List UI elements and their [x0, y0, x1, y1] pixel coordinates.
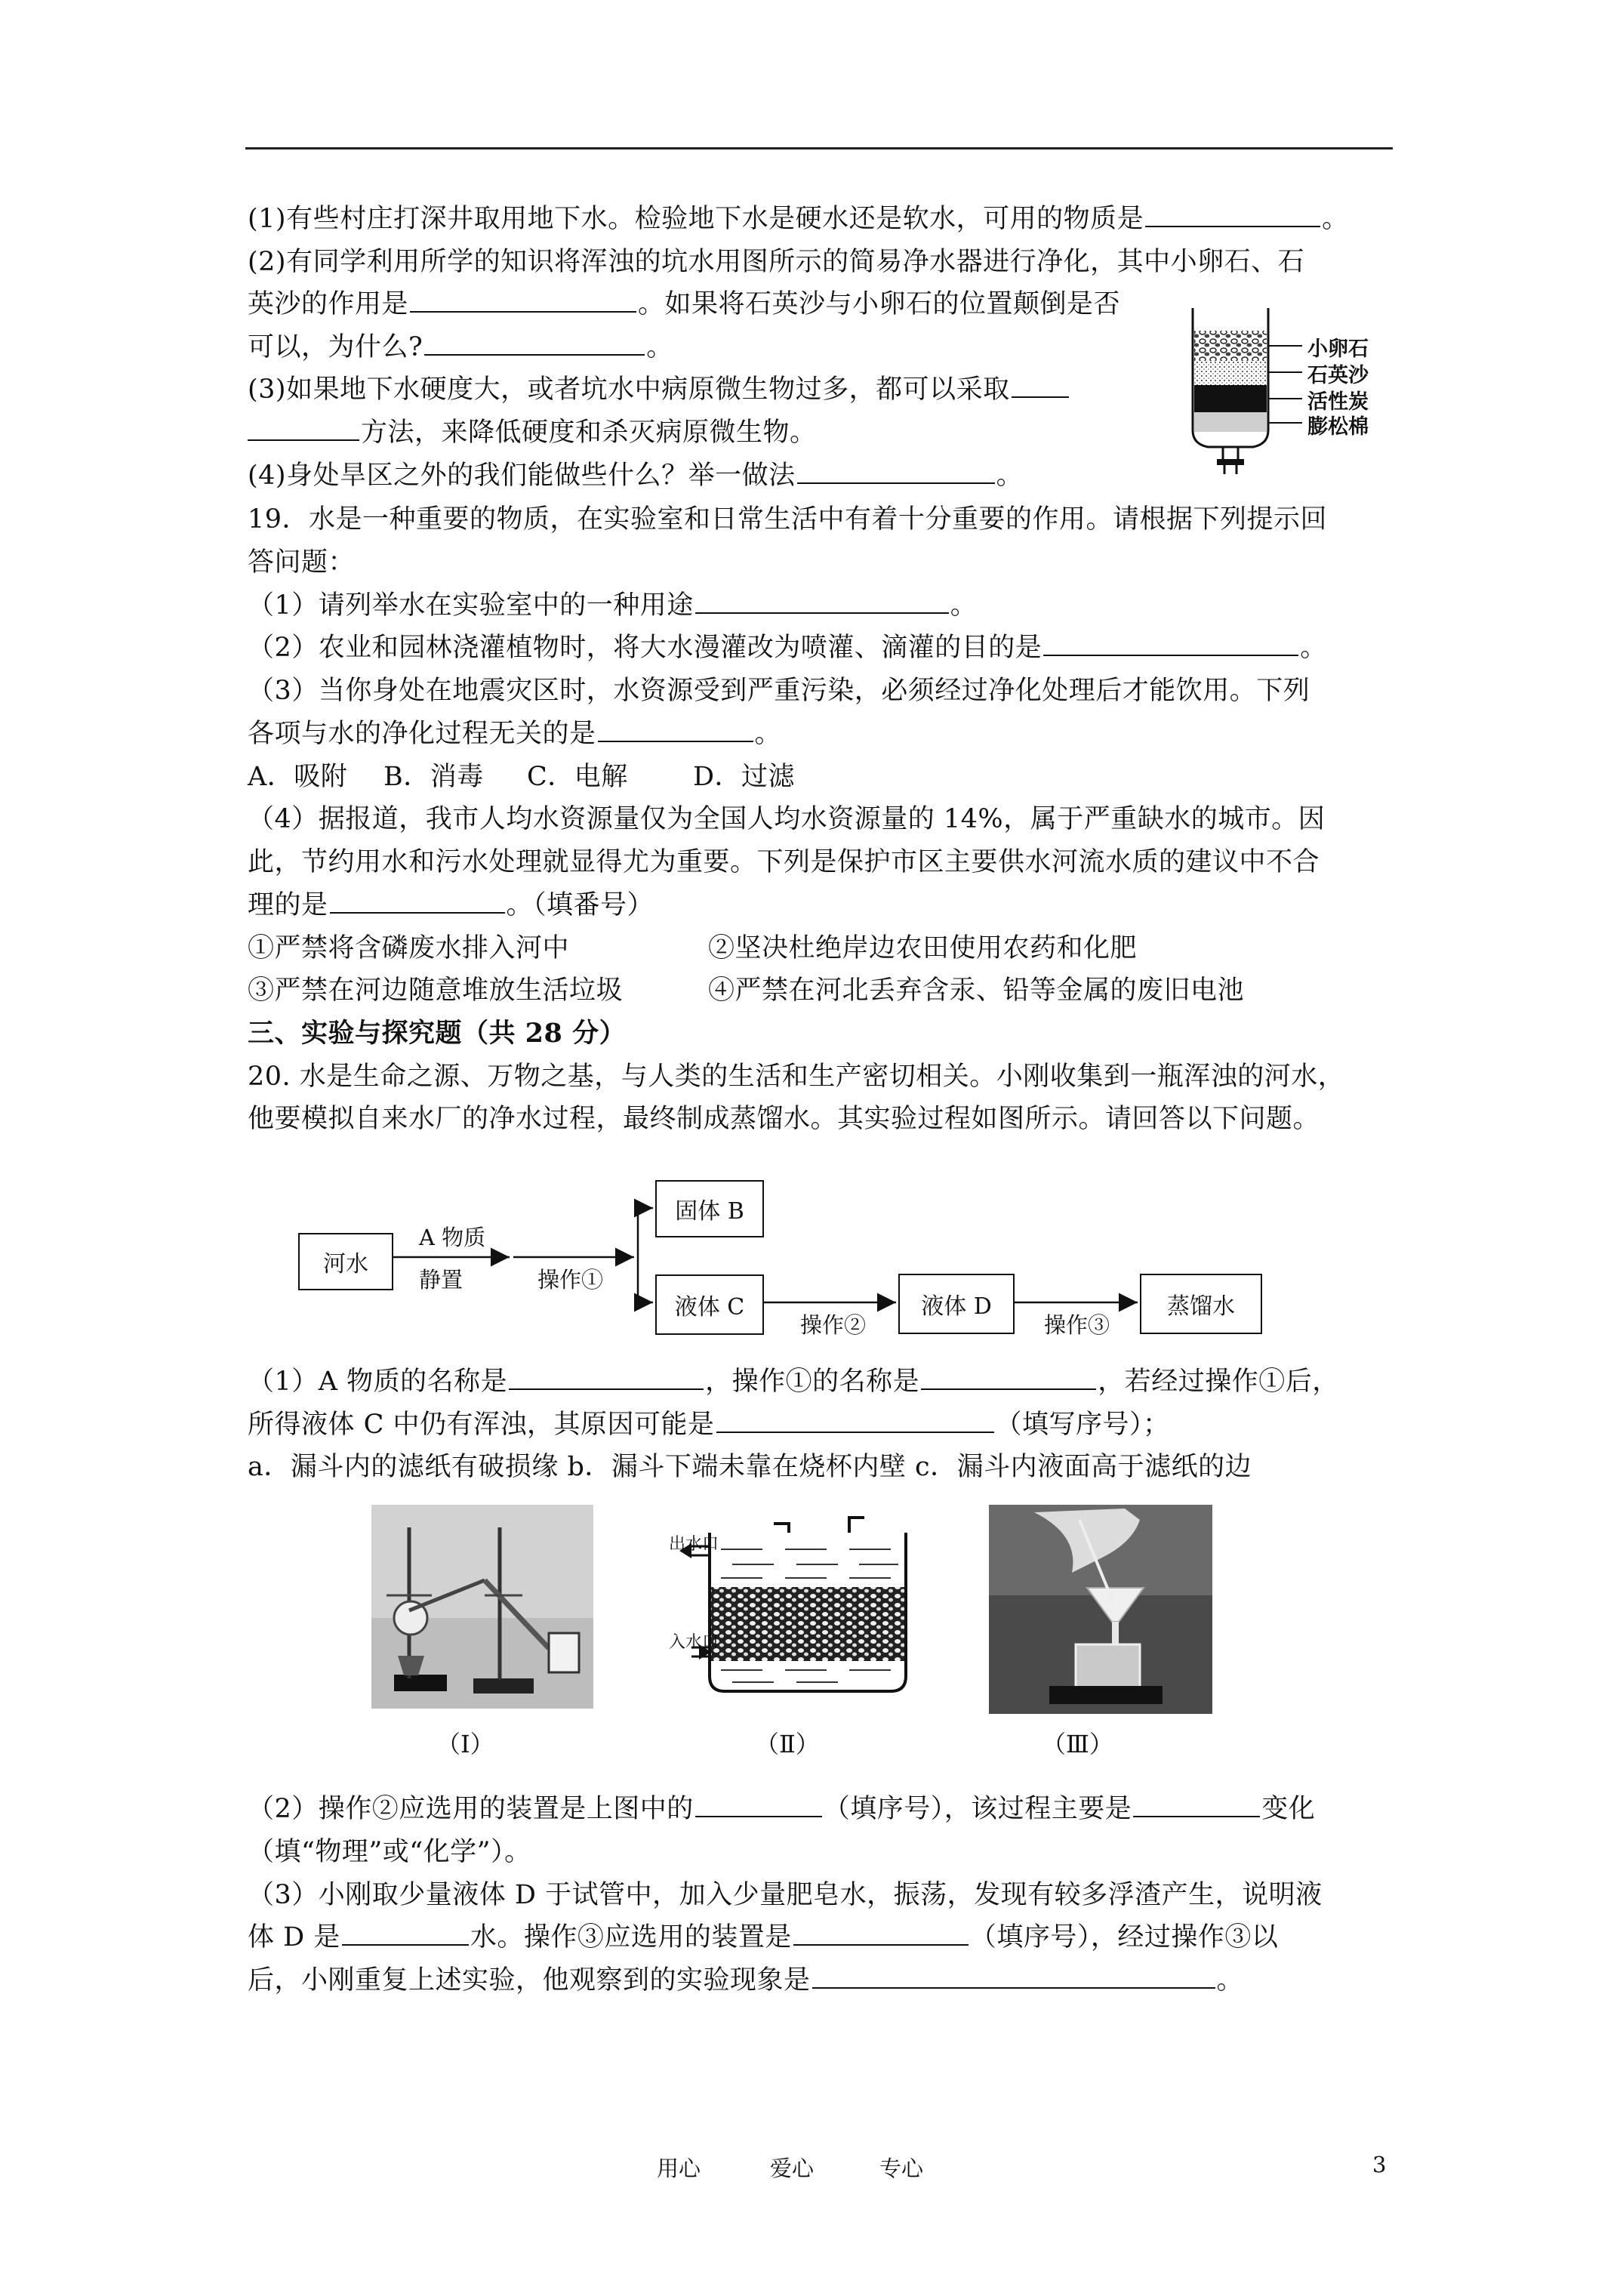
q20-stem-line2: 他要模拟自来水厂的净水过程，最终制成蒸馏水。其实验过程如图所示。请回答以下问题。	[248, 1104, 1320, 1134]
distillation-apparatus-icon	[371, 1505, 593, 1709]
answer-blank[interactable]	[1145, 203, 1320, 227]
q20-part3-line1: （3）小刚取少量液体 D 于试管中，加入少量肥皂水，振荡，发现有较多浮渣产生，说明液	[248, 1880, 1323, 1910]
answer-blank[interactable]	[695, 590, 949, 614]
q19-part4-line3: 理的是 。（填番号）	[248, 890, 654, 920]
answer-blank[interactable]	[424, 331, 645, 356]
answer-blank[interactable]	[1133, 1793, 1260, 1817]
q20-part3-line2: 体 D 是 水。操作③应选用的装置是 （填序号），经过操作③以	[248, 1922, 1279, 1952]
footer-motto-1: 用心	[657, 2156, 701, 2181]
section-3-heading: 三、实验与探究题（共 28 分）	[248, 1018, 627, 1049]
page-number: 3	[1372, 2152, 1387, 2177]
flow-label-operation-1: 操作①	[537, 1267, 604, 1293]
option-b[interactable]: B．消毒	[383, 762, 484, 792]
flow-label-a-substance: A 物质	[419, 1225, 486, 1250]
answer-blank[interactable]	[812, 1965, 1215, 1989]
option-d[interactable]: D．过滤	[693, 762, 796, 792]
distillation-apparatus-photo	[371, 1505, 593, 1709]
apparatus-caption-3: （Ⅲ）	[1042, 1730, 1113, 1758]
filter-label-pebbles: 小卵石	[1307, 337, 1369, 361]
flow-box-distilled-water: 蒸馏水	[1140, 1274, 1262, 1334]
apparatus-caption-2: （Ⅱ）	[755, 1730, 820, 1758]
answer-blank[interactable]	[716, 1409, 994, 1433]
answer-blank[interactable]	[1012, 374, 1069, 398]
q19-options	[248, 760, 795, 794]
answer-blank[interactable]	[598, 718, 753, 742]
header-rule	[245, 147, 1393, 149]
q20-part2-line2: （填“物理”或“化学”）。	[248, 1837, 531, 1867]
water-filter-icon	[1178, 302, 1404, 479]
q19-part1: （1）请列举水在实验室中的一种用途 。	[248, 590, 978, 621]
answer-blank[interactable]	[410, 288, 636, 313]
answer-blank[interactable]	[1043, 632, 1298, 656]
q20-part1-options: a．漏斗内的滤纸有破损缘 b．漏斗下端未靠在烧杯内壁 c．漏斗内液面高于滤纸的边	[248, 1452, 1252, 1482]
q19-part3-line2: 各项与水的净化过程无关的是 。	[248, 719, 782, 749]
q19-stem-line1: 19．水是一种重要的物质，在实验室和日常生活中有着十分重要的作用。请根据下列提示回	[248, 504, 1328, 535]
answer-blank[interactable]	[695, 1793, 822, 1817]
q19-stem-line2: 答问题：	[248, 547, 356, 578]
flow-box-solid-b: 固体 B	[655, 1180, 764, 1237]
q18-part3-line1: (3)如果地下水硬度大，或者坑水中病原微生物过多，都可以采取	[248, 373, 1070, 406]
option-c[interactable]: C．电解	[527, 762, 628, 792]
answer-blank[interactable]	[793, 1922, 969, 1946]
filter-label-activated-carbon: 活性炭	[1307, 390, 1369, 414]
flow-label-operation-3: 操作③	[1044, 1312, 1110, 1338]
q19-part4-line1: （4）据报道，我市人均水资源量仅为全国人均水资源量的 14%，属于严重缺水的城市。因	[248, 804, 1326, 834]
answer-blank[interactable]	[509, 1366, 704, 1390]
q18-part3-line2: 方法，来降低硬度和杀灭病原微生物。	[248, 416, 817, 449]
flow-box-liquid-d: 液体 D	[898, 1274, 1015, 1334]
q20-stem-line1: 20. 水是生命之源、万物之基，与人类的生活和生产密切相关。小刚收集到一瓶浑浊的河水，	[248, 1062, 1345, 1092]
simple-water-filter-diagram	[1178, 302, 1404, 479]
purification-tank-diagram	[664, 1502, 936, 1699]
flow-box-river-water: 河水	[298, 1233, 393, 1290]
answer-blank[interactable]	[342, 1922, 469, 1946]
q20-part1-line1: （1）A 物质的名称是 ，操作①的名称是 ，若经过操作①后，	[248, 1367, 1339, 1397]
q18-part2-line2: 英沙的作用是 。如果将石英沙与小卵石的位置颠倒是否	[248, 289, 1121, 319]
filtration-apparatus-photo	[989, 1505, 1212, 1714]
q19-part3-line1: （3）当你身处在地震灾区时，水资源受到严重污染，必须经过净化处理后才能饮用。下列	[248, 676, 1310, 706]
flow-box-liquid-c: 液体 C	[655, 1274, 764, 1335]
q18-part4: (4)身处旱区之外的我们能做些什么？举一做法 。	[248, 461, 1024, 491]
q19-part4-choices-row2: ③严禁在河边随意堆放生活垃圾 ④严禁在河北丢弃含汞、铅等金属的废旧电池	[248, 975, 1245, 1006]
inlet-label: 入水口	[669, 1633, 719, 1652]
answer-blank[interactable]	[330, 889, 505, 914]
q18-part1: (1)有些村庄打深井取用地下水。检验地下水是硬水还是软水，可用的物质是 。	[248, 204, 1349, 234]
option-a[interactable]: A．吸附	[248, 762, 348, 792]
q19-part2: （2）农业和园林浇灌植物时，将大水漫灌改为喷灌、滴灌的目的是 。	[248, 633, 1327, 663]
q18-part2-line1: (2)有同学利用所学的知识将浑浊的坑水用图所示的简易净水器进行净化，其中小卵石、石	[248, 247, 1305, 277]
answer-blank[interactable]	[248, 417, 359, 441]
flow-label-operation-2: 操作②	[800, 1312, 867, 1338]
filter-label-quartz-sand: 石英沙	[1307, 364, 1369, 387]
outlet-label: 出水口	[669, 1535, 719, 1554]
q20-part2-line1: （2）操作②应选用的装置是上图中的 （填序号），该过程主要是 变化	[248, 1794, 1316, 1824]
q20-part1-line2: 所得液体 C 中仍有浑浊，其原因可能是 （填写序号）；	[248, 1410, 1170, 1440]
flow-label-stand: 静置	[419, 1267, 463, 1293]
answer-blank[interactable]	[921, 1366, 1096, 1390]
filter-label-cotton: 膨松棉	[1307, 415, 1369, 439]
q19-part4-line2: 此，节约用水和污水处理就显得尤为重要。下列是保护市区主要供水河流水质的建议中不合	[248, 847, 1320, 877]
q18-part2-line3: 可以，为什么? 。	[248, 332, 673, 362]
apparatus-caption-1: （Ⅰ）	[436, 1730, 494, 1758]
footer-motto-3: 专心	[879, 2156, 924, 2181]
purification-flowchart	[294, 1166, 1291, 1348]
q19-part4-choices-row1: ①严禁将含磷废水排入河中 ②坚决杜绝岸边农田使用农药和化肥	[248, 933, 1138, 963]
filtration-apparatus-icon	[989, 1505, 1212, 1714]
footer-motto-2: 爱心	[770, 2156, 815, 2181]
answer-blank[interactable]	[797, 460, 995, 484]
q20-part3-line3: 后，小刚重复上述实验，他观察到的实验现象是 。	[248, 1965, 1244, 1996]
